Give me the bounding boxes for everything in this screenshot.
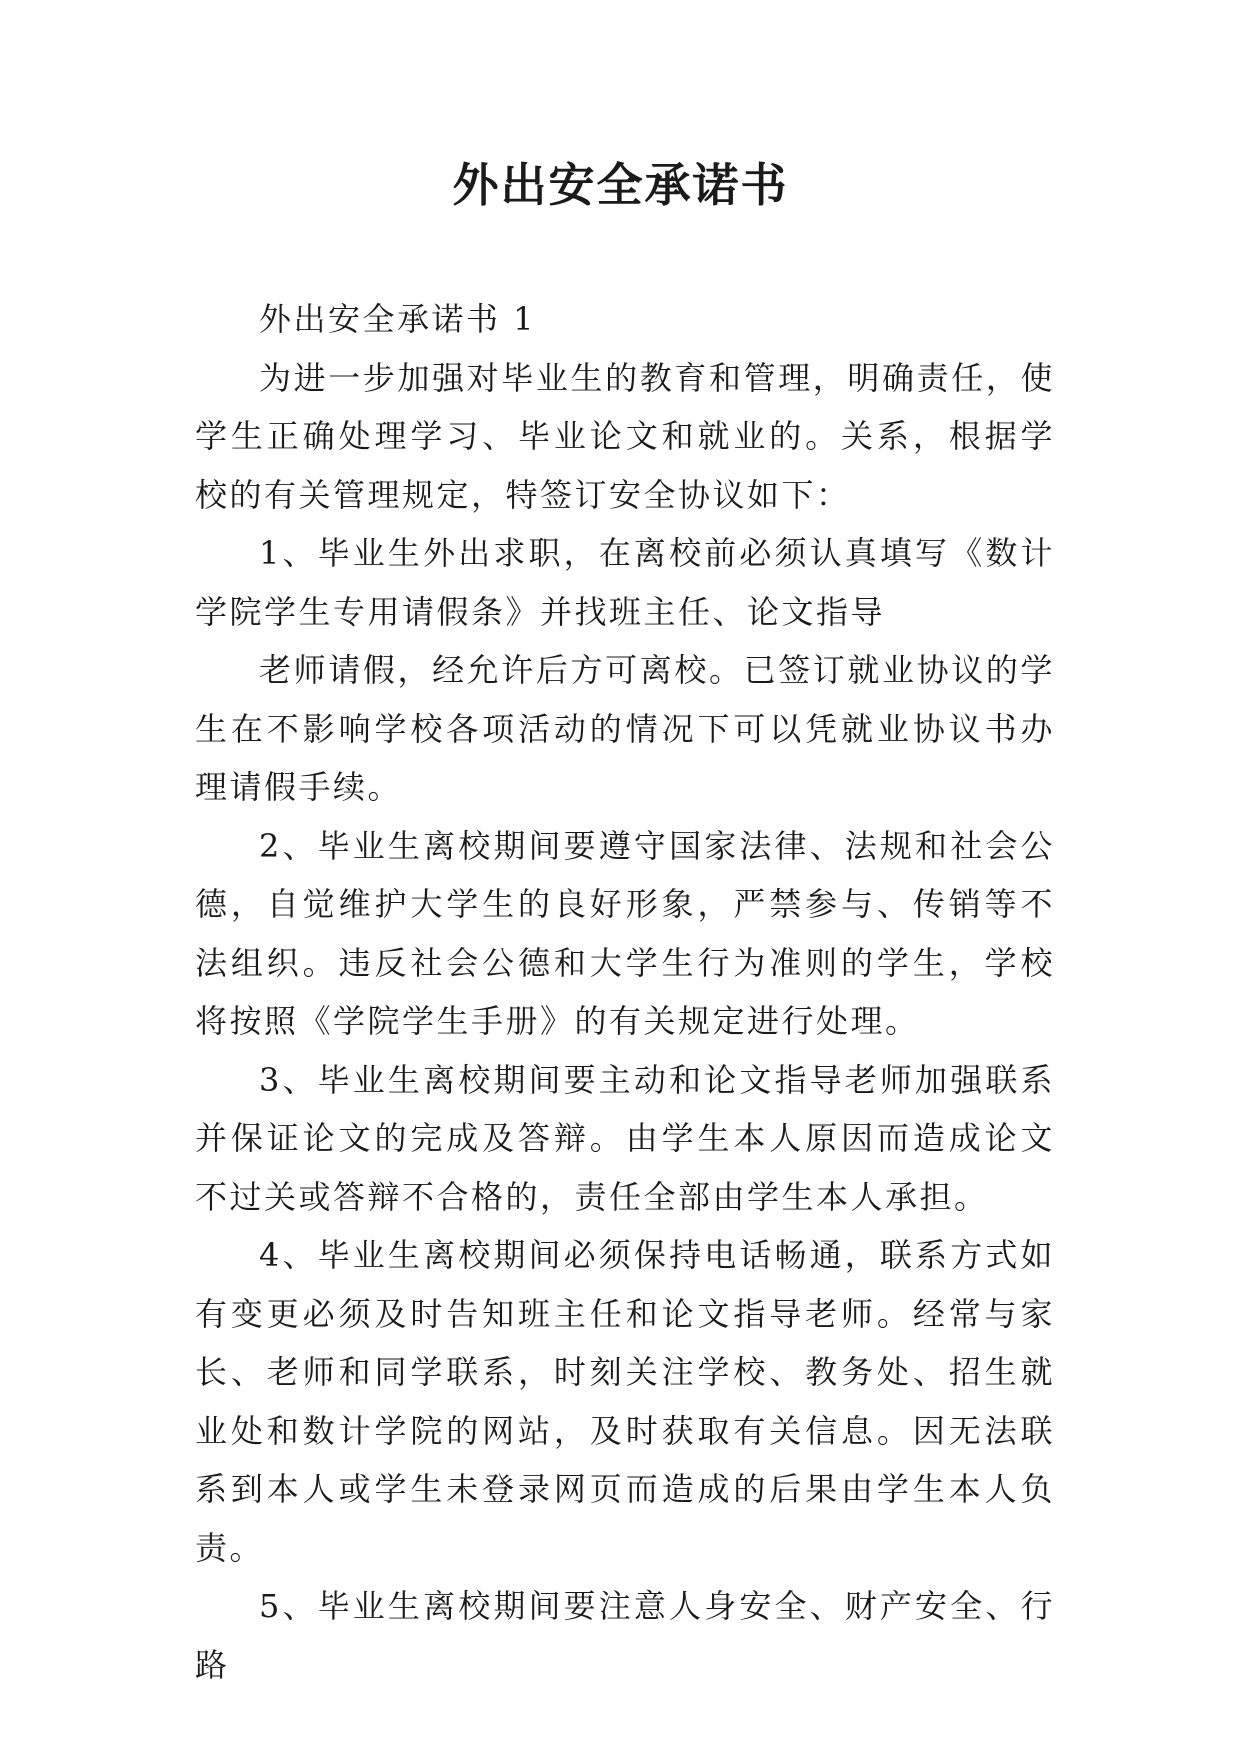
paragraph-item-2: 2、毕业生离校期间要遵守国家法律、法规和社会公德，自觉维护大学生的良好形象，严禁参与、传销等不法组织。违反社会公德和大学生行为准则的学生，学校将按照《学院学生手册》的有关规定进行处理。 [195, 826, 1055, 1040]
paragraph-intro: 为进一步加强对毕业生的教育和管理，明确责任，使学生正确处理学习、毕业论文和就业的。关系，根据学校的有关管理规定，特签订安全协议如下： [195, 358, 1055, 514]
paragraph-item-3: 3、毕业生离校期间要主动和论文指导老师加强联系并保证论文的完成及答辩。由学生本人原因而造成论文不过关或答辩不合格的，责任全部由学生本人承担。 [195, 1060, 1055, 1216]
document-body [195, 290, 1055, 1694]
paragraph-item-1-cont: 老师请假，经允许后方可离校。已签订就业协议的学生在不影响学校各项活动的情况下可以凭就业协议书办理请假手续。 [195, 651, 1055, 806]
paragraph-item-5: 5、毕业生离校期间要注意人身安全、财产安全、行路 [195, 1587, 1055, 1684]
paragraph-subtitle: 外出安全承诺书 1 [259, 300, 537, 338]
paragraph-item-1: 1、毕业生外出求职，在离校前必须认真填写《数计学院学生专用请假条》并找班主任、论文指导 [195, 534, 1055, 631]
paragraph-item-4: 4、毕业生离校期间必须保持电话畅通，联系方式如有变更必须及时告知班主任和论文指导老师。经常与家长、老师和同学联系，时刻关注学校、教务处、招生就业处和数计学院的网站，及时获取有关信息。因无法联系到本人或学生未登录网页而造成的后果由学生本人负责。 [195, 1236, 1055, 1567]
document-title: 外出安全承诺书 [452, 158, 789, 212]
